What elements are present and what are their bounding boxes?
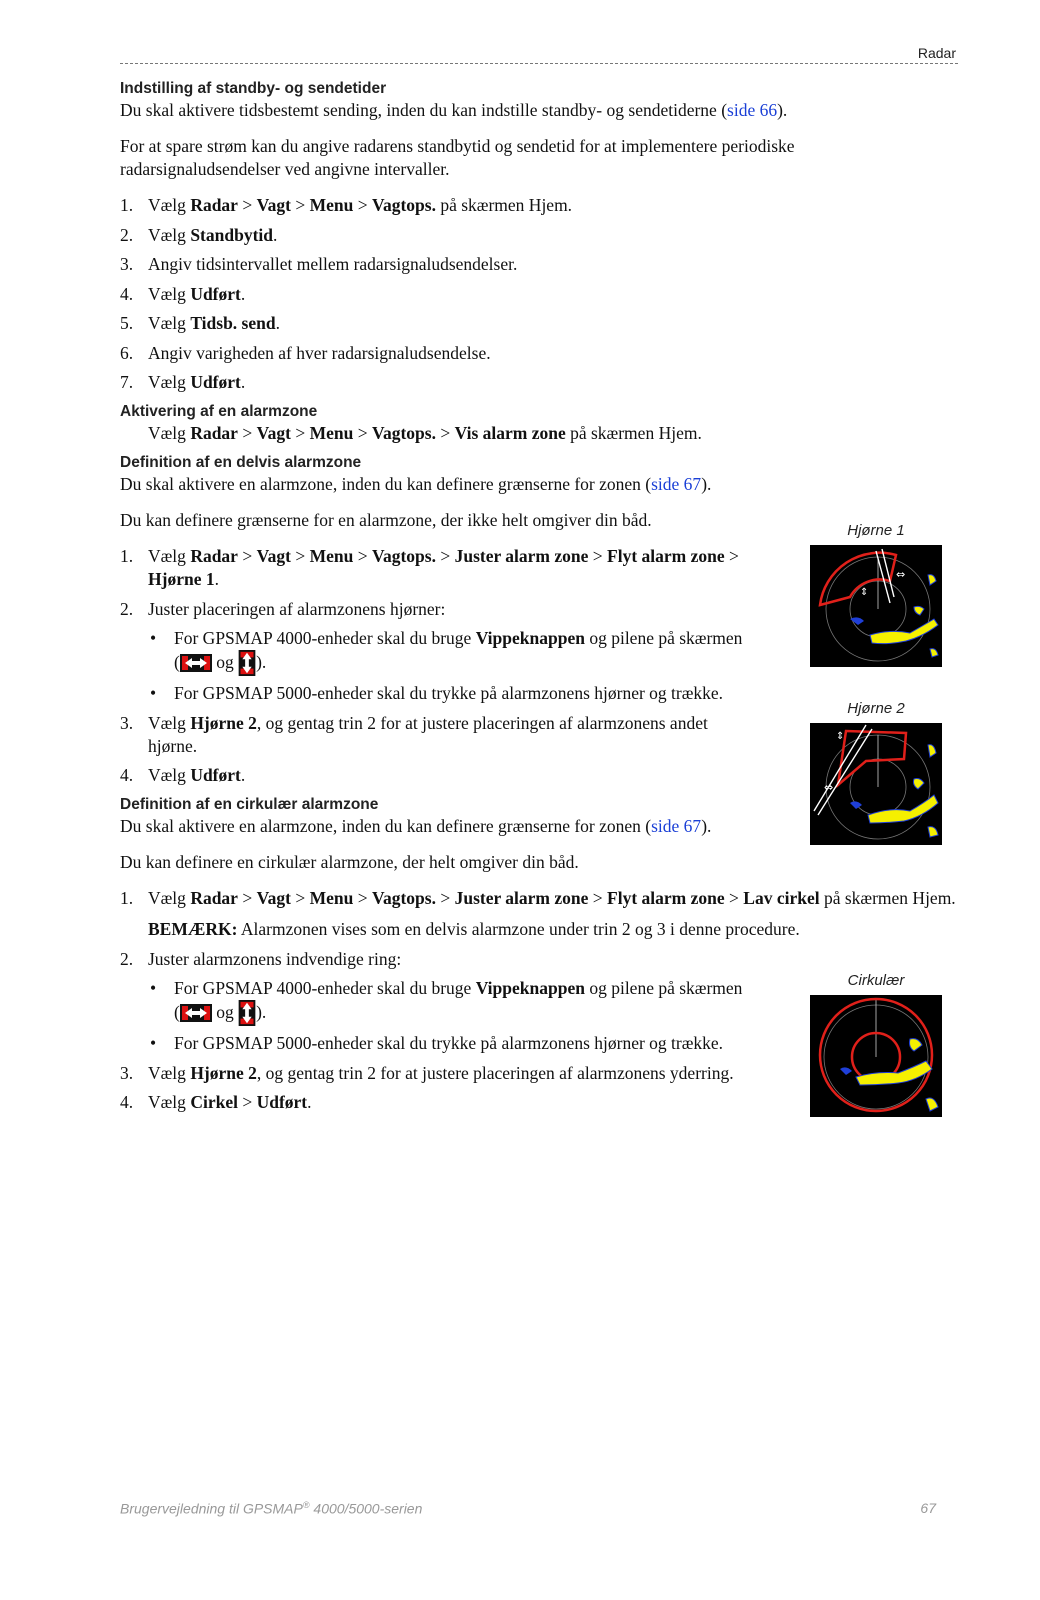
section-heading-partial-alarm: Definition af en delvis alarmzone [120, 454, 362, 471]
section-heading-circular-alarm: Definition af en cirkulær alarmzone [120, 796, 379, 813]
paragraph: Du kan definere en cirkulær alarmzone, der helt omgiver din båd. [120, 852, 579, 872]
list-item: 2. Juster alarmzonens indvendige ring: • For GPSMAP 4000-enheder skal du bruge Vippeknappen og pilene på skærmen ( og ). • For GPSMAP 5000-enheder skal du trykke på alarmzonens hjørner og trække. [120, 948, 788, 1056]
list-item: 7. Vælg Udført. [120, 372, 246, 392]
header-rule [120, 63, 958, 64]
steps-list [120, 194, 960, 394]
bullet-list [148, 627, 760, 706]
figure-corner-2 [810, 700, 942, 845]
list-item: 1. Vælg Radar > Vagt > Menu > Vagtops. på skærmen Hjem. [120, 195, 573, 215]
radar-image-circular [810, 995, 942, 1117]
list-item: 2. Juster placeringen af alarmzonens hjørner: • For GPSMAP 4000-enheder skal du bruge Vippeknappen og pilene på skærmen ( og ). • For GPSMAP 5000-enheder skal du trykke på alarmzonens hjørner og trække. [120, 598, 760, 706]
up-down-arrow-icon [238, 1000, 256, 1026]
figure-caption: Hjørne 2 [847, 700, 905, 717]
page-link[interactable]: side 66 [727, 100, 778, 120]
up-down-arrow-icon [238, 650, 256, 676]
paragraph: Du skal aktivere tidsbestemt sending, inden du kan indstille standby- og sendetiderne (side 66). [120, 100, 788, 120]
list-item: 4. Vælg Cirkel > Udført. [120, 1092, 312, 1112]
section-heading-activate-alarm: Aktivering af en alarmzone [120, 403, 318, 420]
bullet-item: • For GPSMAP 4000-enheder skal du bruge Vippeknappen og pilene på skærmen ( og ). [148, 977, 788, 1026]
list-item: 3. Vælg Hjørne 2, og gentag trin 2 for at justere placeringen af alarmzonens yderring. [120, 1062, 734, 1083]
figure-caption: Hjørne 1 [847, 522, 905, 539]
left-right-arrow-icon [180, 654, 212, 672]
svg-text:⇔: ⇔ [824, 781, 834, 794]
list-item: 4. Vælg Udført. [120, 765, 246, 785]
left-right-arrow-icon [180, 1004, 212, 1022]
paragraph: Vælg Radar > Vagt > Menu > Vagtops. > Vis alarm zone på skærmen Hjem. [148, 423, 702, 443]
radar-image-corner-1 [810, 545, 942, 667]
list-item: 3. Angiv tidsintervallet mellem radarsignaludsendelser. [120, 254, 518, 274]
list-item: 5. Vælg Tidsb. send. [120, 313, 280, 333]
paragraph: For at spare strøm kan du angive radarens standbytid og sendetid for at implementere periodiske radarsignaludsendelser ved angivne intervaller. [120, 136, 795, 179]
footer-page-number: 67 [920, 1500, 936, 1516]
steps-list [120, 545, 760, 787]
figure-caption: Cirkulær [847, 972, 905, 989]
bullet-item: • For GPSMAP 5000-enheder skal du trykke på alarmzonens hjørner og trække. [150, 1033, 724, 1053]
list-item: 3. Vælg Hjørne 2, og gentag trin 2 for at justere placeringen af alarmzonens andet hjørne. [120, 712, 708, 756]
list-item: 6. Angiv varigheden af hver radarsignaludsendelse. [120, 342, 491, 363]
header-section-title: Radar [917, 45, 956, 61]
svg-text:⇕: ⇕ [836, 731, 845, 742]
list-item: 4. Vælg Udført. [120, 283, 246, 304]
page-link[interactable]: side 67 [651, 816, 702, 836]
radar-image-corner-2 [810, 723, 942, 845]
page-link[interactable]: side 67 [651, 474, 702, 494]
figure-corner-1 [810, 522, 942, 667]
paragraph: Du skal aktivere en alarmzone, inden du kan definere grænserne for zonen (side 67). [120, 816, 712, 836]
bullet-item: • For GPSMAP 4000-enheder skal du bruge Vippeknappen og pilene på skærmen ( og ). [148, 627, 760, 676]
paragraph: Du skal aktivere en alarmzone, inden du kan definere grænserne for zonen (side 67). [120, 474, 712, 494]
list-item: 2. Vælg Standbytid. [120, 224, 278, 245]
list-item: 1. Vælg Radar > Vagt > Menu > Vagtops. > Juster alarm zone > Flyt alarm zone > Lav cirkel på skærmen Hjem. BEMÆRK: Alarmzonen vises som en delvis alarmzone under trin 2 og 3 i denne procedure. [120, 887, 960, 941]
note: BEMÆRK: Alarmzonen vises som en delvis alarmzone under trin 2 og 3 i denne procedure. [148, 919, 800, 939]
bullet-list [148, 977, 788, 1056]
paragraph: Du kan definere grænserne for en alarmzone, der ikke helt omgiver din båd. [120, 510, 652, 530]
svg-text:⇕: ⇕ [860, 587, 869, 598]
section-heading-standby: Indstilling af standby- og sendetider [120, 80, 387, 97]
list-item: 1. Vælg Radar > Vagt > Menu > Vagtops. > Juster alarm zone > Flyt alarm zone > Hjørne 1. [120, 546, 739, 589]
bullet-item: • For GPSMAP 5000-enheder skal du trykke på alarmzonens hjørner og trække. [150, 683, 724, 703]
svg-text:⇔: ⇔ [896, 568, 906, 581]
figure-circular [810, 972, 942, 1117]
footer-title: Brugervejledning til GPSMAP® 4000/5000-serien [120, 1500, 423, 1517]
